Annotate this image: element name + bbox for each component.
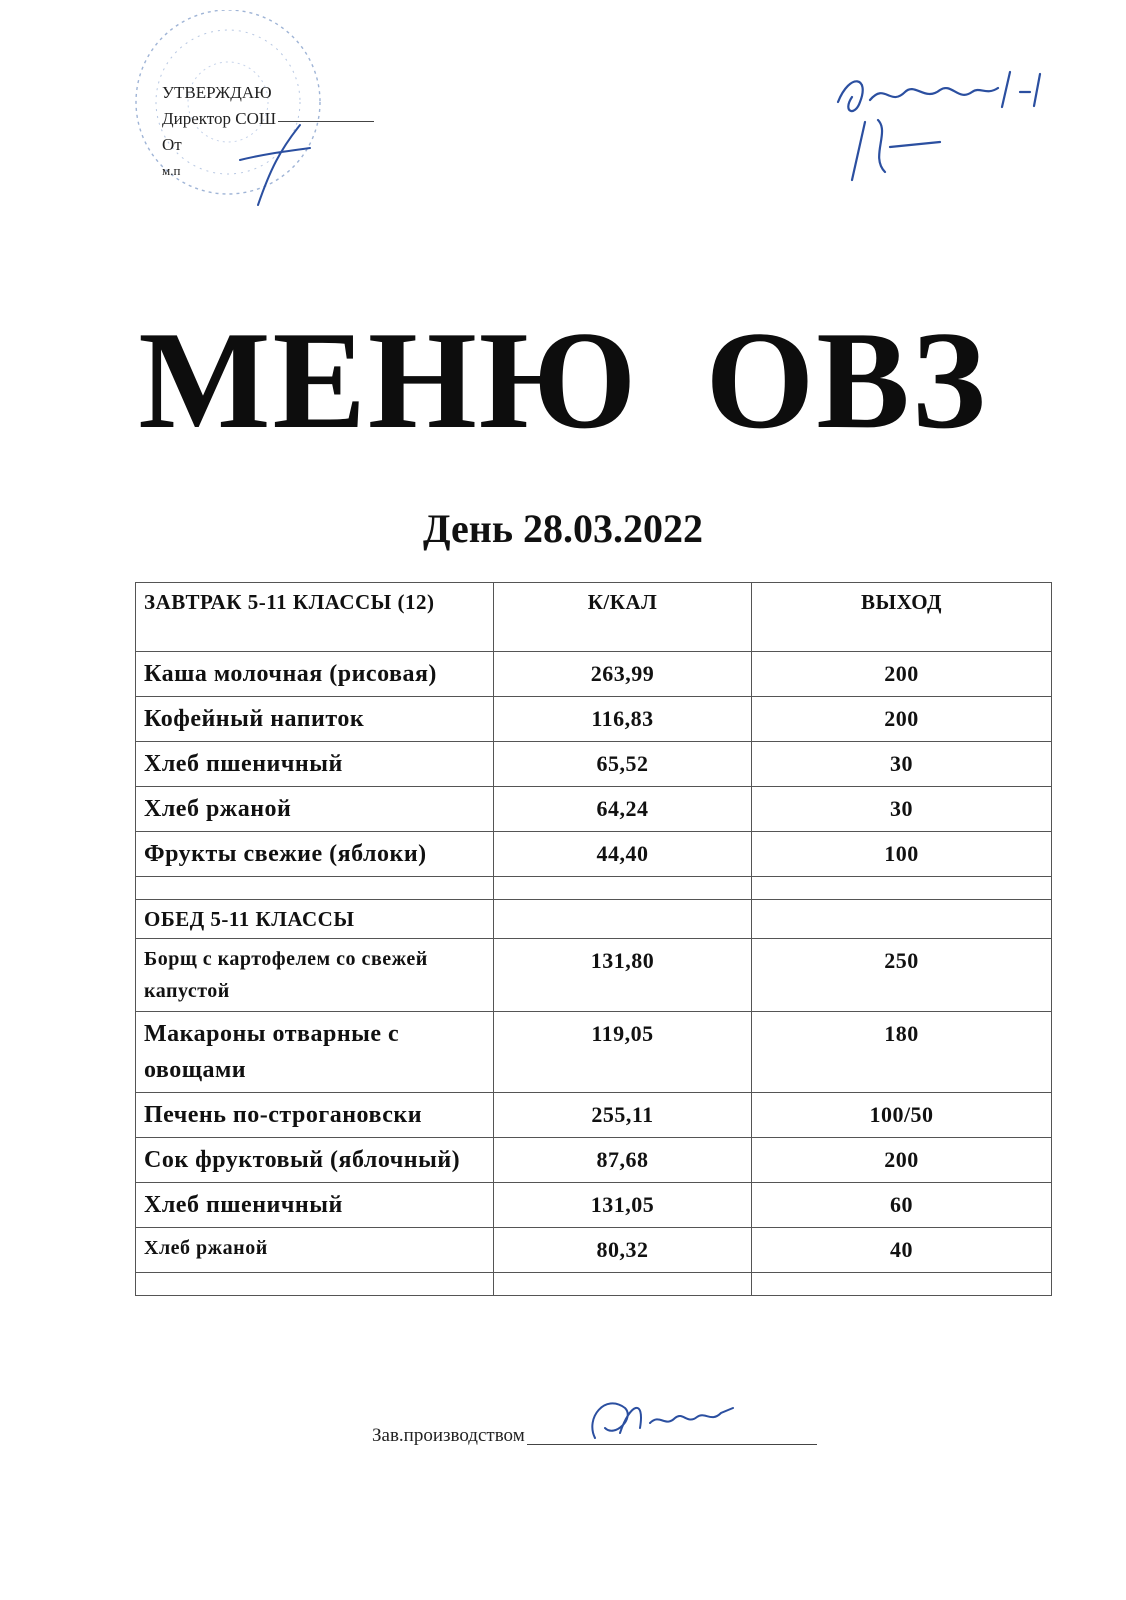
empty-cell	[752, 1273, 1052, 1296]
dish-output: 30	[752, 787, 1052, 832]
handwritten-signature-bottom	[565, 1383, 745, 1453]
dish-name: Фрукты свежие (яблоки)	[136, 832, 494, 877]
dish-name: Печень по-строгановски	[136, 1093, 494, 1138]
dish-output: 200	[752, 1138, 1052, 1183]
lunch-header-row	[136, 900, 1052, 939]
dish-output: 40	[752, 1228, 1052, 1273]
approval-from: От	[162, 135, 182, 154]
approval-heading: УТВЕРЖДАЮ	[162, 83, 272, 102]
empty-cell	[494, 1273, 752, 1296]
dish-output: 100	[752, 832, 1052, 877]
approval-seal-place: м.п	[162, 163, 181, 178]
dish-output: 100/50	[752, 1093, 1052, 1138]
header-kcal: К/КАЛ	[494, 583, 752, 652]
page-title: МЕНЮ ОВЗ	[138, 303, 988, 458]
empty-row	[136, 877, 1052, 900]
table-row	[136, 1012, 1052, 1093]
table-row	[136, 832, 1052, 877]
dish-kcal: 44,40	[494, 832, 752, 877]
dish-output: 200	[752, 652, 1052, 697]
dish-name: Борщ с картофелем со свежей капустой	[136, 939, 494, 1012]
empty-cell	[752, 900, 1052, 939]
dish-name: Хлеб ржаной	[136, 1228, 494, 1273]
table-header-row	[136, 583, 1052, 652]
dish-output: 180	[752, 1012, 1052, 1093]
director-signature	[230, 120, 320, 210]
table-row	[136, 1093, 1052, 1138]
dish-name: Макароны отварные с овощами	[136, 1012, 494, 1093]
dish-output: 30	[752, 742, 1052, 787]
approval-director: Директор СОШ	[162, 109, 276, 128]
production-manager-label: Зав.производством	[372, 1425, 525, 1446]
handwritten-signature-top	[830, 62, 1060, 192]
header-breakfast: ЗАВТРАК 5-11 КЛАССЫ (12)	[136, 583, 494, 652]
table-row	[136, 742, 1052, 787]
dish-kcal: 64,24	[494, 787, 752, 832]
dish-name: Сок фруктовый (яблочный)	[136, 1138, 494, 1183]
dish-name: Хлеб ржаной	[136, 787, 494, 832]
header-output: ВЫХОД	[752, 583, 1052, 652]
header-lunch: ОБЕД 5-11 КЛАССЫ	[136, 900, 494, 939]
table-row	[136, 939, 1052, 1012]
dish-kcal: 119,05	[494, 1012, 752, 1093]
dish-output: 60	[752, 1183, 1052, 1228]
dish-name: Хлеб пшеничный	[136, 742, 494, 787]
dish-output: 250	[752, 939, 1052, 1012]
dish-output: 200	[752, 697, 1052, 742]
menu-date: День 28.03.2022	[423, 506, 703, 551]
dish-kcal: 87,68	[494, 1138, 752, 1183]
menu-table	[135, 582, 1052, 1296]
dish-name: Хлеб пшеничный	[136, 1183, 494, 1228]
empty-row	[136, 1273, 1052, 1296]
table-row	[136, 1138, 1052, 1183]
table-row	[136, 652, 1052, 697]
dish-name: Каша молочная (рисовая)	[136, 652, 494, 697]
dish-kcal: 131,05	[494, 1183, 752, 1228]
empty-cell	[494, 900, 752, 939]
empty-cell	[494, 877, 752, 900]
dish-kcal: 255,11	[494, 1093, 752, 1138]
empty-cell	[752, 877, 1052, 900]
dish-kcal: 65,52	[494, 742, 752, 787]
empty-cell	[136, 877, 494, 900]
table-row	[136, 787, 1052, 832]
dish-kcal: 80,32	[494, 1228, 752, 1273]
dish-name: Кофейный напиток	[136, 697, 494, 742]
table-row	[136, 697, 1052, 742]
empty-cell	[136, 1273, 494, 1296]
dish-kcal: 131,80	[494, 939, 752, 1012]
dish-kcal: 116,83	[494, 697, 752, 742]
table-row	[136, 1183, 1052, 1228]
dish-kcal: 263,99	[494, 652, 752, 697]
table-row	[136, 1228, 1052, 1273]
